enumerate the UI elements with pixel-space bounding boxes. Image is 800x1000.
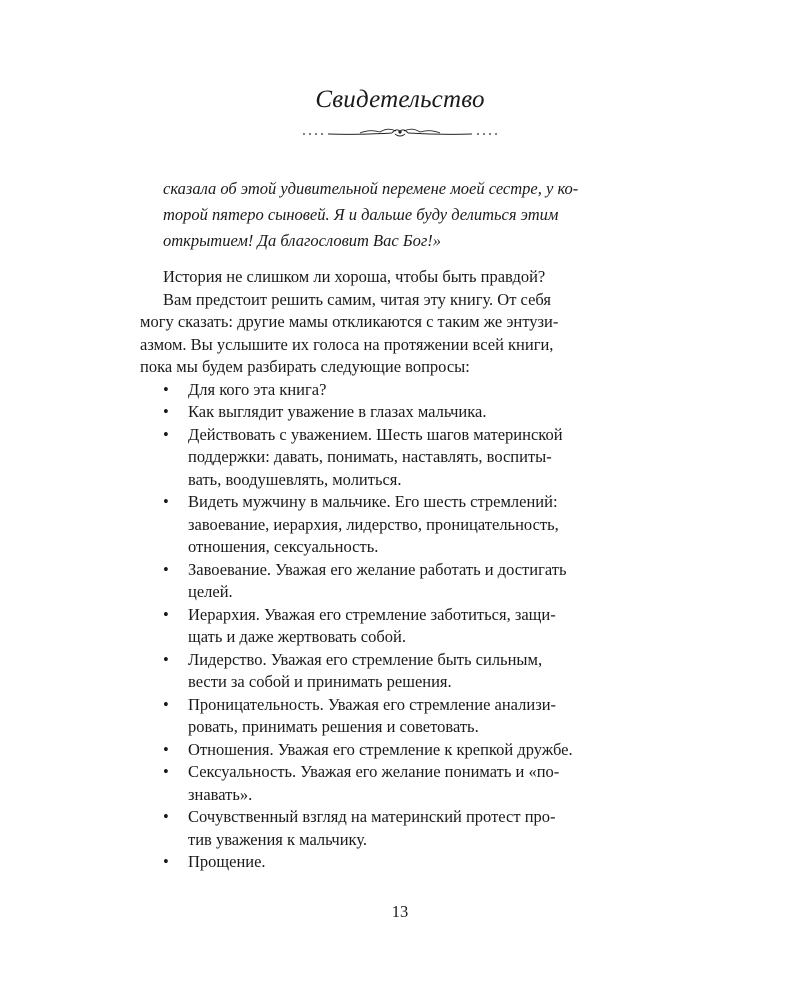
ornament-divider-icon: [300, 122, 500, 142]
list-item-line: • Проницательность. Уважая его стремление анализи-: [188, 694, 557, 714]
quote-line: торой пятеро сыновей. Я и дальше буду делиться этим: [163, 205, 559, 224]
list-item-line: тив уважения к мальчику.: [188, 829, 368, 849]
list-item: [140, 851, 617, 874]
list-item-line: щать и даже жертвовать собой.: [188, 627, 406, 646]
list-item: [140, 491, 617, 559]
quote-line: сказала об этой удивительной перемене моей сестре, у ко-: [163, 179, 579, 198]
list-item-line: • Видеть мужчину в мальчике. Его шесть стремлений:: [188, 492, 558, 511]
list-item: [140, 739, 617, 762]
list-item-line: знавать».: [188, 784, 253, 804]
list-item-line: поддержки: давать, понимать, наставлять, воспиты-: [188, 447, 552, 466]
list-item-line: • Отношения. Уважая его стремление к крепкой дружбе.: [188, 739, 573, 759]
running-header-title: Свидетельство: [315, 86, 485, 113]
list-item: [140, 379, 617, 402]
list-item-line: • Сексуальность. Уважая его желание понимать и «по-: [188, 762, 560, 781]
list-item: [140, 604, 617, 649]
page-number: 13: [391, 902, 409, 921]
list-item-line: целей.: [188, 582, 233, 601]
paragraph-question: История не слишком ли хороша, чтобы быть правдой?: [163, 267, 546, 286]
list-item-line: • Действовать с уважением. Шесть шагов материнской: [188, 424, 563, 444]
list-item: [140, 559, 617, 604]
list-item-line: вать, воодушевлять, молиться.: [188, 469, 402, 489]
list-item-line: • Сочувственный взгляд на материнский протест про-: [188, 807, 556, 826]
quote-line: открытием! Да благословит Вас Бог!»: [163, 231, 441, 250]
list-item: [140, 761, 617, 806]
list-item-line: • Для кого эта книга?: [188, 379, 327, 399]
list-item-line: отношения, сексуальность.: [188, 537, 379, 556]
list-item-line: • Завоевание. Уважая его желание работать и достигать: [188, 559, 567, 579]
list-item: [140, 806, 617, 851]
list-item: [140, 401, 617, 424]
list-item-line: вести за собой и принимать решения.: [188, 672, 452, 691]
paragraph-line: могу сказать: другие мамы откликаются с таким же энтузи-: [140, 312, 559, 331]
list-item-line: • Как выглядит уважение в глазах мальчика.: [188, 402, 487, 421]
list-item-line: завоевание, иерархия, лидерство, проницательность,: [188, 514, 559, 534]
body-text: [140, 266, 617, 874]
list-item: [140, 424, 617, 492]
testimonial-quote: [163, 176, 617, 254]
paragraph-line: Вам предстоит решить самим, читая эту книгу. От себя: [163, 289, 551, 309]
list-item-line: ровать, принимать решения и советовать.: [188, 717, 479, 736]
list-item-line: • Прощение.: [188, 852, 266, 871]
list-item-line: • Лидерство. Уважая его стремление быть сильным,: [188, 649, 543, 669]
paragraph-line: азмом. Вы услышите их голоса на протяжении всей книги,: [140, 334, 554, 354]
topics-list: [140, 379, 617, 874]
list-item: [140, 649, 617, 694]
paragraph-line: пока мы будем разбирать следующие вопросы:: [140, 357, 470, 376]
list-item: [140, 694, 617, 739]
list-item-line: • Иерархия. Уважая его стремление заботиться, защи-: [188, 604, 556, 624]
